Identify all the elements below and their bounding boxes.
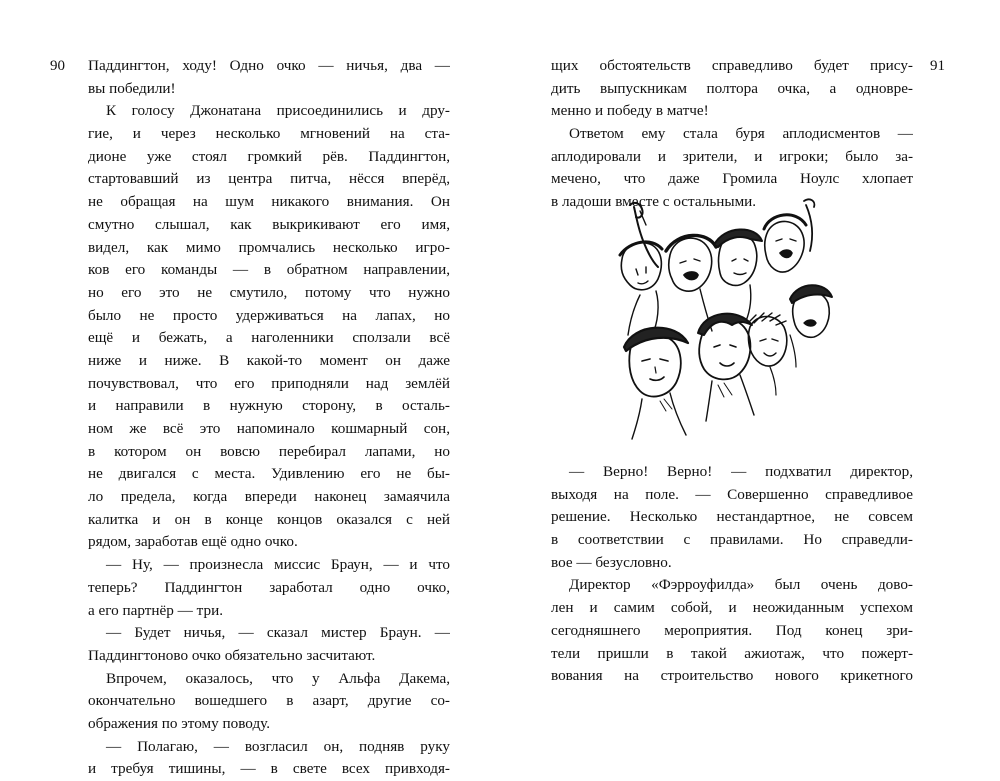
text-line: Впрочем, оказалось, что у Альфа Дакема,: [106, 669, 450, 687]
text-line: стартовавший из центра питча, нёсся вперёд,: [88, 170, 450, 188]
text-line: дионе уже стоял громкий рёв. Паддингтон,: [88, 147, 450, 165]
text-line: щих обстоятельств справедливо будет прису-: [551, 57, 913, 74]
text-line: ображения по этому поводу.: [88, 714, 271, 732]
text-line: и требуя тишины, — в свете всех привходя-: [88, 760, 450, 778]
right-page-text-bottom: [551, 461, 913, 688]
text-line: и направили в нужную сторону, в осталь-: [88, 397, 450, 415]
text-line: вования на строительство нового крикетного: [551, 667, 913, 685]
right-page: [500, 0, 1000, 712]
text-line: ниже и ниже. В какой-то момент он даже: [88, 351, 450, 369]
text-line: Паддингтоново очко обязательно засчитают.: [88, 646, 376, 664]
text-line: дить выпускникам полтора очка, а одновре-: [551, 79, 913, 97]
text-line: смутно слышал, как выкрикивают его имя,: [88, 215, 450, 233]
left-page-text: [88, 55, 450, 781]
text-line: в котором он вовсю перебирал лапами, но: [88, 442, 450, 460]
text-line: вое — безусловно.: [551, 553, 672, 571]
text-line: аплодировали и зрители, и игроки; было за-: [551, 147, 913, 165]
text-line: рядом, заработав ещё одно очко.: [88, 533, 298, 551]
page-number-left: 90: [50, 58, 65, 74]
text-line: а его партнёр — три.: [88, 601, 224, 619]
text-line: Паддингтон, ходу! Одно очко — ничья, два —: [88, 57, 450, 74]
text-line: ло предела, когда впереди наконец замаячила: [88, 488, 450, 506]
text-line: калитка и он в конце концов оказался с ней: [88, 510, 450, 528]
text-line: Директор «Фэрроуфилда» был очень дово-: [569, 576, 913, 594]
text-line: ков его команды — в обратном направлении,: [88, 261, 450, 279]
text-line: окончательно вошедшего в азарт, другие со-: [88, 692, 450, 710]
text-line: но его это не смутило, потому что нужно: [88, 283, 450, 301]
text-line: видел, как мимо промчались несколько игро-: [88, 238, 450, 256]
text-line: вы победили!: [88, 79, 176, 97]
page-number-right: 91: [930, 58, 945, 74]
text-line: — Полагаю, — возгласил он, подняв руку: [106, 737, 450, 755]
text-line: гие, и через несколько мгновений на ста-: [88, 125, 450, 143]
text-line: почувствовал, что его приподняли над землёй: [88, 374, 450, 392]
text-line: в соответствии с правилами. Но справедли-: [551, 531, 913, 549]
text-line: не обращая на шум никакого внимания. Он: [88, 193, 450, 211]
right-page-text-top: [551, 55, 913, 214]
left-page: [0, 0, 500, 778]
text-line: выходя на поле. — Совершенно справедливое: [551, 485, 913, 503]
sketch-drawing: [600, 195, 840, 445]
text-line: теперь? Паддингтон заработал одно очко,: [88, 578, 450, 596]
text-line: мечено, что даже Громила Ноулс хлопает: [551, 170, 913, 188]
text-line: сегодняшнего мероприятия. Под конец зри-: [551, 621, 913, 639]
text-line: Ответом ему стала буря аплодисментов —: [569, 125, 913, 143]
text-line: ном же всё это напоминало кошмарный сон,: [88, 420, 450, 437]
text-line: лен и самим собой, и неожиданным успехом: [551, 599, 913, 617]
text-line: тели пришли в такой ажиотаж, что пожерт-: [551, 644, 913, 662]
text-line: — Будет ничья, — сказал мистер Браун. —: [106, 624, 450, 642]
text-line: менно и победу в матче!: [551, 102, 709, 120]
text-line: было не просто удерживаться на лапах, но: [88, 306, 450, 324]
text-line: решение. Несколько нестандартное, не совсем: [551, 508, 913, 526]
text-line: К голосу Джонатана присоединились и дру-: [106, 102, 450, 120]
text-line: ещё и бежать, а наголенники сползали всё: [88, 329, 450, 347]
text-line: в ладоши вместе с остальными.: [551, 193, 757, 211]
text-line: — Верно! Верно! — подхватил директор,: [569, 463, 913, 480]
illustration-cheering-boys: [600, 195, 840, 445]
text-line: — Ну, — произнесла миссис Браун, — и что: [106, 556, 450, 574]
text-line: не двигался с места. Удивлению его не бы-: [88, 465, 450, 483]
